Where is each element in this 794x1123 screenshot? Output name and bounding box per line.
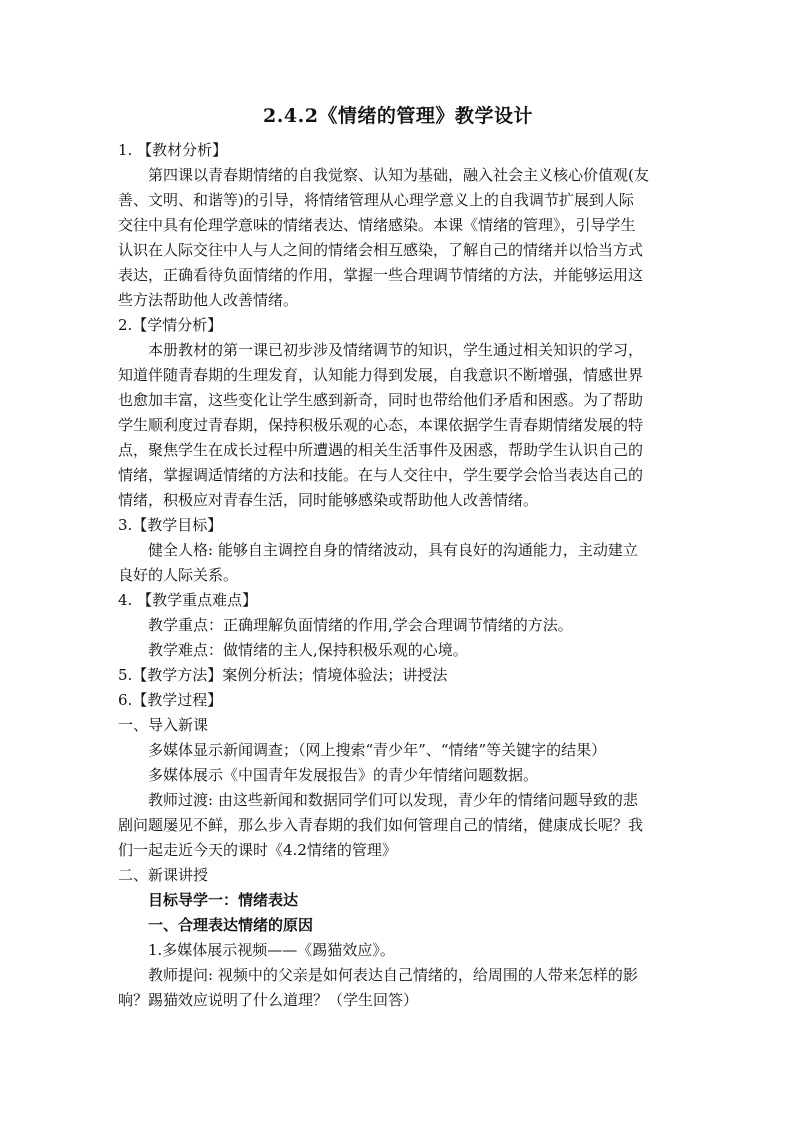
part-heading-new-lesson: 二、新课讲授 xyxy=(118,866,209,884)
goal-heading: 目标导学一：情绪表达 xyxy=(148,891,299,909)
paragraph-line: 健全人格: 能够自主调控自身的情绪波动，具有良好的沟通能力，主动建立 xyxy=(148,541,638,559)
paragraph-line: 多媒体显示新闻调查；（网上搜索“青少年”、“情绪”等关键字的结果） xyxy=(148,741,607,759)
paragraph-line: 剧问题屡见不鲜，那么步入青春期的我们如何管理自己的情绪，健康成长呢？我 xyxy=(118,816,644,834)
section-heading-textbook-analysis: 1. 【教材分析】 xyxy=(118,141,228,159)
section-heading-teaching-goals: 3.【教学目标】 xyxy=(118,516,223,534)
paragraph-line: 情绪，积极应对青春生活，同时能够感染或帮助他人改善情绪。 xyxy=(118,491,539,509)
paragraph-line: 第四课以青春期情绪的自我觉察、认知为基础，融入社会主义核心价值观(友 xyxy=(148,166,649,184)
paragraph-line: 些方法帮助他人改善情绪。 xyxy=(118,291,299,309)
key-point-line: 教学重点：正确理解负面情绪的作用,学会合理调节情绪的方法。 xyxy=(148,616,573,634)
paragraph-line: 认识在人际交往中人与人之间的情绪会相互感染，了解自己的情绪并以恰当方式 xyxy=(118,241,644,259)
paragraph-line: 良好的人际关系。 xyxy=(118,566,239,584)
section-heading-teaching-methods: 5.【教学方法】案例分析法；情境体验法；讲授法 xyxy=(118,666,448,684)
document-title: 2.4.2《情绪的管理》教学设计 xyxy=(263,105,533,127)
paragraph-line: 情绪，掌握调适情绪的方法和技能。在与人交往中，学生要学会恰当表达自己的 xyxy=(118,466,644,484)
paragraph-line: 知道伴随青春期的生理发育，认知能力得到发展，自我意识不断增强，情感世界 xyxy=(118,366,644,384)
part-heading-introduction: 一、导入新课 xyxy=(118,716,209,734)
paragraph-line: 学生顺利度过青春期，保持积极乐观的心态，本课依据学生青春期情绪发展的特 xyxy=(118,416,644,434)
paragraph-line: 1.多媒体展示视频——《踢猫效应》。 xyxy=(148,941,395,959)
difficulty-line: 教学难点：做情绪的主人,保持积极乐观的心境。 xyxy=(148,641,468,659)
paragraph-line: 也愈加丰富，这些变化让学生感到新奇，同时也带给他们矛盾和困惑。为了帮助 xyxy=(118,391,644,409)
subsection-heading: 一、合理表达情绪的原因 xyxy=(148,916,314,934)
paragraph-line: 善、文明、和谐等)的引导，将情绪管理从心理学意义上的自我调节扩展到人际 xyxy=(118,191,634,209)
paragraph-line: 响？踢猫效应说明了什么道理？（学生回答） xyxy=(118,991,419,1009)
paragraph-line: 交往中具有伦理学意味的情绪表达、情绪感染。本课《情绪的管理》，引导学生 xyxy=(118,216,636,234)
paragraph-line: 点，聚焦学生在成长过程中所遭遇的相关生活事件及困惑，帮助学生认识自己的 xyxy=(118,441,644,459)
section-heading-key-points: 4. 【教学重点难点】 xyxy=(118,591,258,609)
paragraph-line: 表达，正确看待负面情绪的作用，掌握一些合理调节情绪的方法，并能够运用这 xyxy=(118,266,644,284)
paragraph-line: 本册教材的第一课已初步涉及情绪调节的知识，学生通过相关知识的学习， xyxy=(148,341,644,359)
paragraph-line: 教师过渡: 由这些新闻和数据同学们可以发现，青少年的情绪问题导致的悲 xyxy=(148,791,638,809)
section-heading-student-analysis: 2.【学情分析】 xyxy=(118,316,223,334)
paragraph-line: 多媒体展示《中国青年发展报告》的青少年情绪问题数据。 xyxy=(148,766,539,784)
paragraph-line: 教师提问: 视频中的父亲是如何表达自己情绪的，给周围的人带来怎样的影 xyxy=(148,966,638,984)
paragraph-line: 们一起走近今天的课时《4.2情绪的管理》 xyxy=(118,841,397,859)
document-page xyxy=(118,100,678,1013)
section-heading-teaching-process: 6.【教学过程】 xyxy=(118,691,223,709)
